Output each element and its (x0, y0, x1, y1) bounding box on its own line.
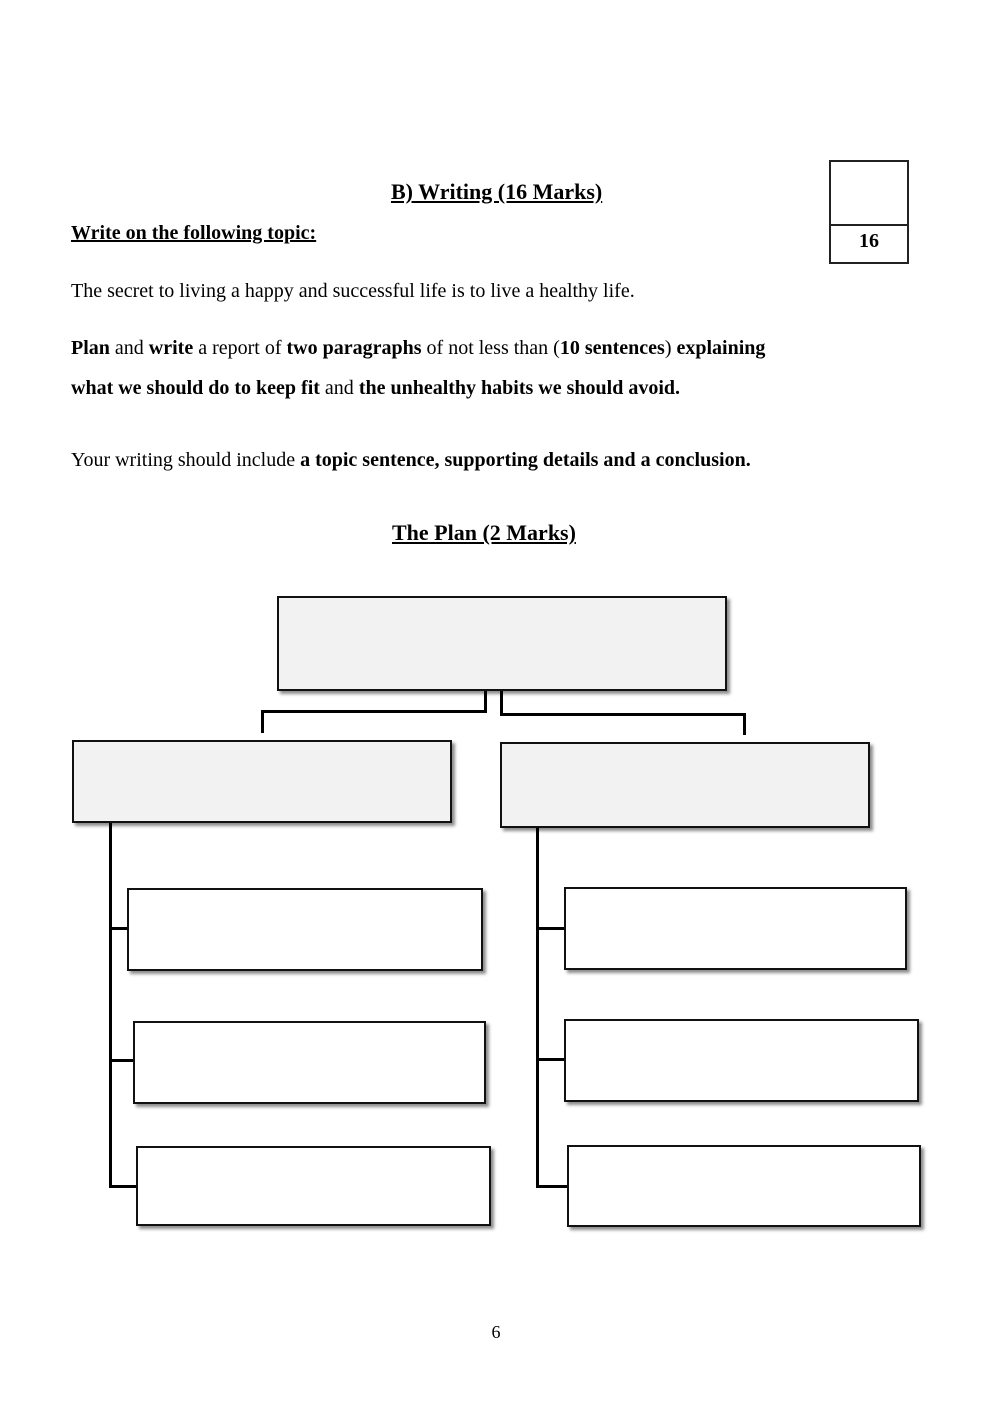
connector (261, 710, 264, 733)
include-lead: Your writing should include (71, 449, 301, 471)
task-and2: and (319, 377, 359, 399)
page-number: 6 (491, 1322, 501, 1342)
task-not-less: of not less than ( (421, 337, 560, 359)
task-avoid: the unhealthy habits we should avoid. (358, 377, 681, 399)
connector (536, 1058, 564, 1061)
task-keep-fit: what we should do to keep fit (71, 377, 320, 399)
connector (109, 1185, 136, 1188)
task-write: write (148, 337, 194, 359)
connector (109, 823, 112, 1188)
plan-detail-box-right-2[interactable] (564, 1019, 919, 1102)
task-instructions (71, 328, 901, 408)
task-ten-sentences: 10 sentences (559, 337, 665, 359)
topic-statement: The secret to living a happy and successful life is to live a healthy life. (71, 280, 635, 302)
plan-main-idea-box[interactable] (277, 596, 727, 691)
mark-total: 16 (859, 230, 879, 252)
task-close-paren: ) (664, 337, 677, 359)
connector (109, 927, 127, 930)
task-explaining: explaining (676, 337, 766, 359)
plan-detail-box-left-3[interactable] (136, 1146, 491, 1226)
connector (536, 1185, 567, 1188)
plan-detail-box-right-1[interactable] (564, 887, 907, 970)
plan-detail-box-left-1[interactable] (127, 888, 483, 971)
connector (500, 713, 746, 716)
task-and1: and (109, 337, 149, 359)
plan-detail-box-right-3[interactable] (567, 1145, 921, 1227)
task-two-paragraphs: two paragraphs (286, 337, 422, 359)
plan-paragraph-2-box[interactable] (500, 742, 870, 828)
connector (261, 710, 487, 713)
task-report-of: a report of (193, 337, 287, 359)
connector (536, 927, 564, 930)
connector (743, 713, 746, 735)
include-instructions (71, 440, 751, 480)
plan-detail-box-left-2[interactable] (133, 1021, 486, 1104)
topic-prompt: Write on the following topic: (71, 222, 317, 244)
connector (500, 691, 503, 715)
mark-box (829, 160, 909, 264)
plan-paragraph-1-box[interactable] (72, 740, 452, 823)
include-elements: a topic sentence, supporting details and a conclusion. (300, 449, 751, 471)
connector (536, 828, 539, 1188)
connector (109, 1059, 133, 1062)
section-title: B) Writing (16 Marks) (391, 179, 603, 204)
task-plan: Plan (71, 337, 110, 359)
plan-title: The Plan (2 Marks) (392, 520, 576, 545)
mark-box-divider (831, 224, 907, 226)
